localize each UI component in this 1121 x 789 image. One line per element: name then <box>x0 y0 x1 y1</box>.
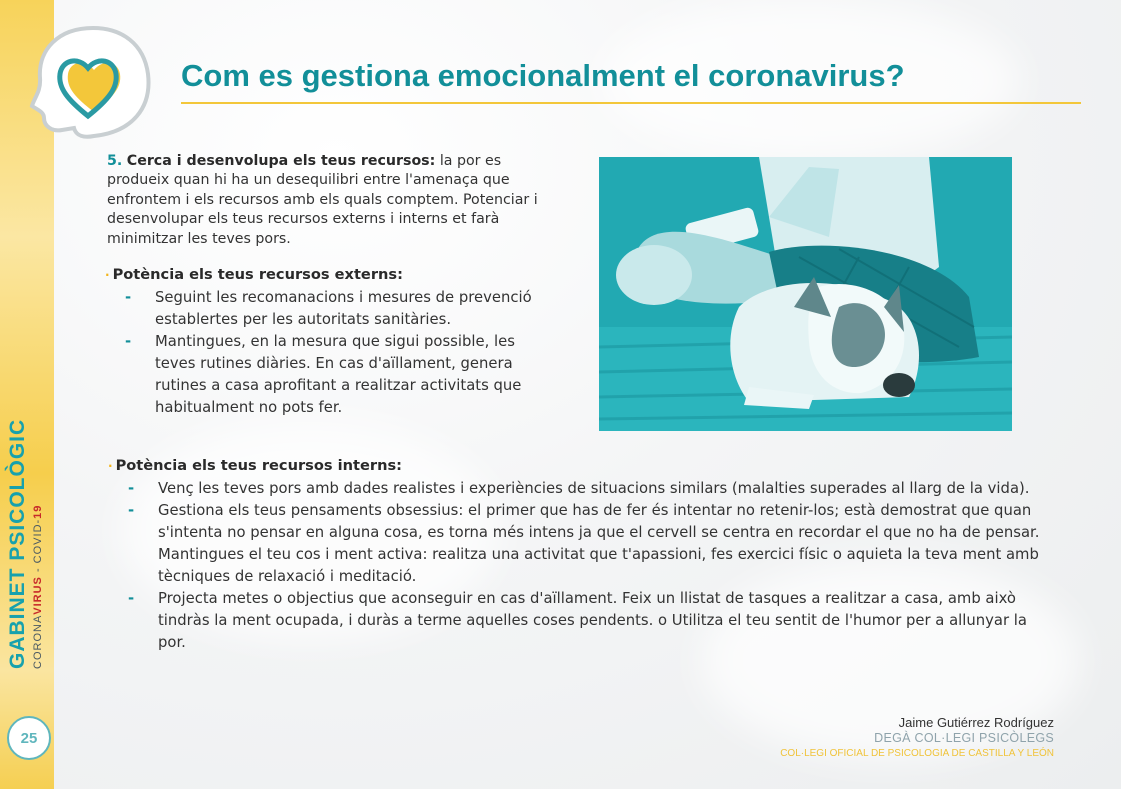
badge-number: 25 <box>20 729 38 747</box>
gabinet-title: GABINET PSICOLÒGIC <box>6 418 29 669</box>
virus-text: VIRUS <box>32 576 44 615</box>
anniversary-badge <box>7 716 51 760</box>
list-item-text: Gestiona els teus pensaments obsessius: el primer que has de fer és intentar no retenir-los; està demostrat que quan s'intenta no pensar en alguna cosa, es torna més intens ja que el cervell se centra en recordar el que no ha de pensar. Mantingues el teu cos i ment activa: realitza una activitat que t'apassioni, fes exercici físic o aquieta la teva ment amb tècniques de relaxació i meditació. <box>158 502 1040 585</box>
bullet-dot: · <box>105 268 110 282</box>
list-item <box>125 287 550 331</box>
list-item-text: Seguint les recomanacions i mesures de prevenció establertes per les autoritats sanitàries. <box>155 289 532 328</box>
bullet-dot: · <box>108 459 113 473</box>
external-heading <box>105 266 403 283</box>
page-title: Com es gestiona emocionalment el coronavirus? <box>181 58 905 93</box>
covid-text: - COVID- <box>32 518 44 577</box>
title-underline <box>181 102 1081 104</box>
author-name: Jaime Gutiérrez Rodríguez <box>898 715 1054 730</box>
dash-marker: - <box>128 590 135 607</box>
woman-and-dog-photo <box>599 157 1012 431</box>
list-item-text: Mantingues, en la mesura que sigui possible, les teves rutines diàries. En cas d'aïllament, genera rutines a casa aprofitant a realitzar activitats que habitualment no pots fer. <box>155 333 522 416</box>
dash-marker: - <box>125 289 132 306</box>
list-item <box>128 478 1058 500</box>
intro-paragraph <box>107 152 547 249</box>
section-number: 5. <box>107 153 123 169</box>
author-organization: COL·LEGI OFICIAL DE PSICOLOGIA DE CASTILLA Y LEÓN <box>780 748 1054 759</box>
internal-heading <box>108 457 402 474</box>
list-item <box>125 331 550 419</box>
sidebar-title <box>6 379 50 669</box>
heart-head-logo <box>28 20 158 140</box>
dash-marker: - <box>128 480 135 497</box>
section-lead: Cerca i desenvolupa els teus recursos: <box>126 153 436 169</box>
nineteen-text: 19 <box>32 504 44 519</box>
section-text: la por es produeix quan hi ha un desequilibri entre l'amenaça que enfrontem i els recursos amb els quals comptem. Potenciar i desenvolupar els teus recursos externs i interns et farà minimitzar les teves pors. <box>107 153 538 247</box>
list-item <box>128 500 1058 588</box>
coronavirus-label <box>32 379 44 669</box>
list-item-text: Projecta metes o objectius que aconseguir en cas d'aïllament. Feix un llistat de tasques a realitzar a casa, amb això tindràs la ment ocupada, i duràs a terme aquelles coses pendents. o Utilitza el teu sentit de l'humor per a allunyar la por. <box>158 590 1027 651</box>
internal-heading-text: Potència els teus recursos interns: <box>115 457 403 474</box>
list-item-text: Venç les teves pors amb dades realistes i experiències de situacions similars (malalties superades al llarg de la vida). <box>158 480 1030 497</box>
internal-list <box>128 478 1058 654</box>
dash-marker: - <box>125 333 132 350</box>
external-list <box>125 287 550 419</box>
dash-marker: - <box>128 502 135 519</box>
corona-text: CORONA <box>32 614 44 669</box>
photo-illustration <box>599 157 1012 431</box>
author-role: DEGÀ COL·LEGI PSICÒLEGS <box>874 731 1054 745</box>
signature-block <box>780 714 1054 762</box>
list-item <box>128 588 1058 654</box>
external-heading-text: Potència els teus recursos externs: <box>112 266 403 283</box>
